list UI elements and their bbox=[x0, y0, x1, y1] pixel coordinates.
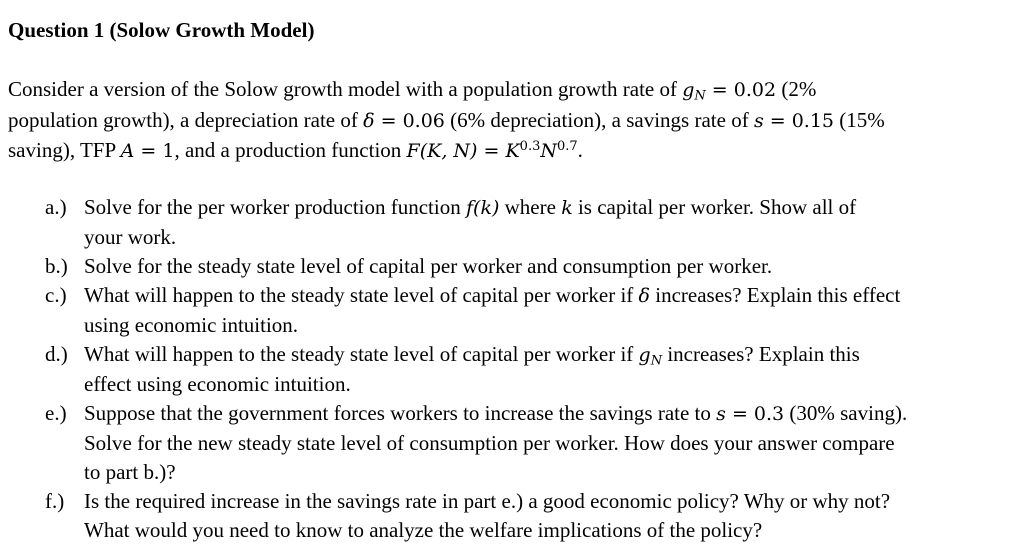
part-label: f.) bbox=[45, 489, 65, 513]
part-a bbox=[0, 193, 1028, 252]
math-fk bbox=[466, 197, 499, 219]
intro-text: (6% depreciation), a savings rate of bbox=[444, 107, 754, 132]
part-text: Suppose that the government forces workers to increase the savings rate to bbox=[84, 401, 717, 425]
math-equals: = bbox=[477, 140, 506, 162]
math-gn bbox=[638, 344, 663, 369]
part-f bbox=[0, 487, 1028, 545]
part-label: b.) bbox=[45, 254, 68, 278]
math-var: g bbox=[682, 79, 695, 101]
part-label: c.) bbox=[45, 283, 67, 307]
intro-text: , and a production function bbox=[174, 138, 407, 162]
math-exponent: 0.3 bbox=[519, 138, 541, 154]
part-line bbox=[84, 340, 1028, 370]
math-var: k bbox=[561, 197, 573, 219]
math-value: = 0.06 bbox=[374, 109, 445, 132]
math-var: s bbox=[716, 403, 726, 425]
math-var: F bbox=[406, 140, 420, 162]
math-value: = 0.15 bbox=[763, 109, 835, 132]
math-production-function bbox=[407, 140, 578, 162]
part-text: (30% saving). bbox=[784, 401, 908, 425]
part-line bbox=[84, 399, 1028, 429]
intro-text: Consider a version of the Solow growth model with a population growth rate of bbox=[8, 77, 683, 101]
question-title: Question 1 (Solow Growth Model) bbox=[8, 18, 315, 42]
math-subscript: N bbox=[694, 88, 706, 104]
part-line: Is the required increase in the savings rate in part e.) a good economic policy? Why or why not? bbox=[84, 489, 891, 513]
math-value: = 0.3 bbox=[725, 403, 785, 425]
part-label: e.) bbox=[45, 401, 67, 425]
math-value: = 1 bbox=[134, 140, 175, 162]
intro-text: (15% bbox=[834, 107, 885, 132]
part-text: increases? Explain this effect bbox=[650, 283, 901, 307]
part-d bbox=[0, 340, 1028, 399]
math-var: A bbox=[120, 140, 135, 162]
part-text: increases? Explain this bbox=[662, 342, 860, 366]
math-gn bbox=[682, 79, 777, 104]
part-b bbox=[0, 252, 1028, 281]
part-line: What would you need to know to analyze the welfare implications of the policy? bbox=[84, 518, 763, 542]
part-line: effect using economic intuition. bbox=[84, 372, 351, 396]
intro-line-3 bbox=[8, 136, 1018, 167]
math-var: δ bbox=[638, 285, 650, 307]
part-line: Solve for the new steady state level of consumption per worker. How does your answer compare bbox=[84, 431, 895, 455]
math-var: δ bbox=[363, 109, 375, 132]
intro-line-2 bbox=[8, 106, 1018, 137]
part-line: using economic intuition. bbox=[84, 313, 299, 337]
math-args: (K, N) bbox=[419, 140, 478, 162]
math-delta bbox=[363, 110, 445, 132]
math-value: = 0.02 bbox=[705, 79, 777, 101]
part-label: a.) bbox=[45, 195, 67, 219]
part-line: Solve for the steady state level of capital per worker and consumption per worker. bbox=[84, 254, 773, 278]
math-s bbox=[716, 403, 784, 425]
part-text: What will happen to the steady state level of capital per worker if bbox=[84, 283, 639, 307]
question-parts bbox=[0, 193, 1028, 545]
math-var: s bbox=[753, 109, 764, 132]
part-c bbox=[0, 281, 1028, 340]
intro-text: (2% bbox=[776, 77, 817, 101]
part-text: What will happen to the steady state level of capital per worker if bbox=[84, 342, 639, 366]
part-text: is capital per worker. Show all of bbox=[572, 195, 857, 219]
math-args: (k) bbox=[473, 197, 500, 219]
math-exponent: 0.7 bbox=[556, 138, 578, 154]
math-var: K bbox=[505, 140, 520, 162]
part-e bbox=[0, 399, 1028, 487]
math-var: g bbox=[638, 344, 651, 366]
math-var: N bbox=[540, 140, 557, 162]
math-var: f bbox=[465, 197, 474, 219]
intro-text: population growth), a depreciation rate of bbox=[8, 107, 364, 132]
intro-text: . bbox=[577, 138, 583, 162]
part-line: to part b.)? bbox=[84, 460, 176, 484]
intro-line-1 bbox=[8, 75, 1018, 106]
part-line bbox=[84, 193, 1028, 223]
part-line: your work. bbox=[84, 225, 177, 249]
math-subscript: N bbox=[650, 353, 663, 369]
question-intro bbox=[8, 75, 1018, 167]
part-text: Solve for the per worker production function bbox=[84, 195, 466, 219]
math-a bbox=[121, 140, 175, 162]
part-line bbox=[84, 281, 1028, 311]
math-s bbox=[754, 110, 834, 132]
intro-text: saving), TFP bbox=[8, 138, 121, 162]
part-label: d.) bbox=[45, 342, 68, 366]
part-text: where bbox=[499, 195, 562, 219]
